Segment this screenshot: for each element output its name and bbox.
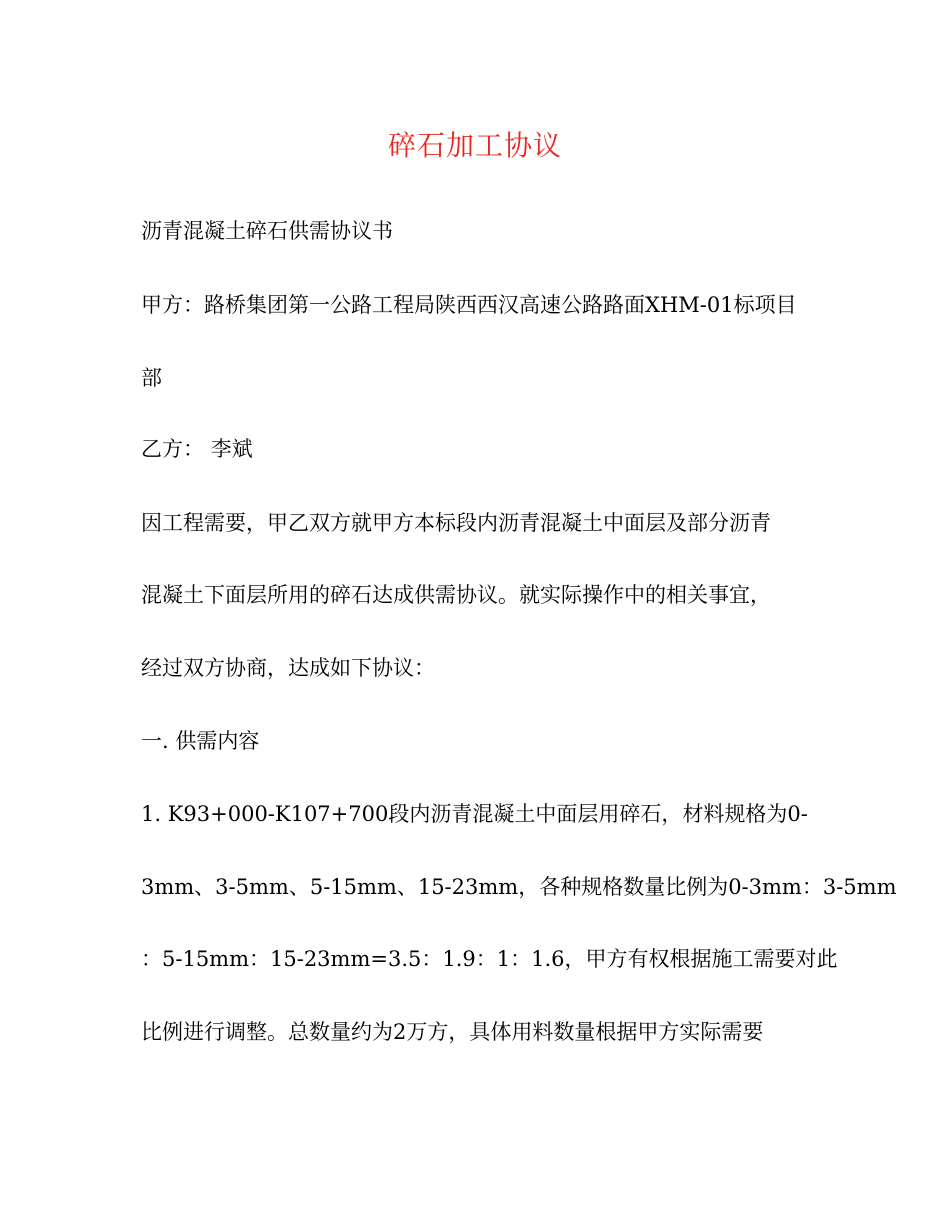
body-paragraph-line: 混凝土下面层所用的碎石达成供需协议。就实际操作中的相关事宜， [141, 583, 771, 607]
subtitle-line: 沥青混凝土碎石供需协议书 [141, 219, 393, 243]
clause-line: 1. K93+000-K107+700段内沥青混凝土中面层用碎石，材料规格为0- [141, 802, 808, 826]
clause-line: ：5-15mm：15-23mm=3.5：1.9：1：1.6，甲方有权根据施工需要对此 [141, 947, 838, 971]
party-b-line: 乙方： 李斌 [141, 437, 253, 461]
clause-line: 3mm、3-5mm、5-15mm、15-23mm，各种规格数量比例为0-3mm：3-5mm [141, 875, 897, 899]
party-a-line: 甲方：路桥集团第一公路工程局陕西西汉高速公路路面XHM-01标项目 [141, 293, 797, 317]
body-paragraph-line: 因工程需要，甲乙双方就甲方本标段内沥青混凝土中面层及部分沥青 [141, 511, 771, 535]
body-paragraph-line: 经过双方协商，达成如下协议： [141, 656, 435, 680]
party-a-line-cont: 部 [141, 366, 162, 390]
section-heading: 一. 供需内容 [141, 729, 260, 753]
document-title: 碎石加工协议 [387, 129, 562, 162]
clause-line: 比例进行调整。总数量约为2万方，具体用料数量根据甲方实际需要 [141, 1020, 764, 1044]
